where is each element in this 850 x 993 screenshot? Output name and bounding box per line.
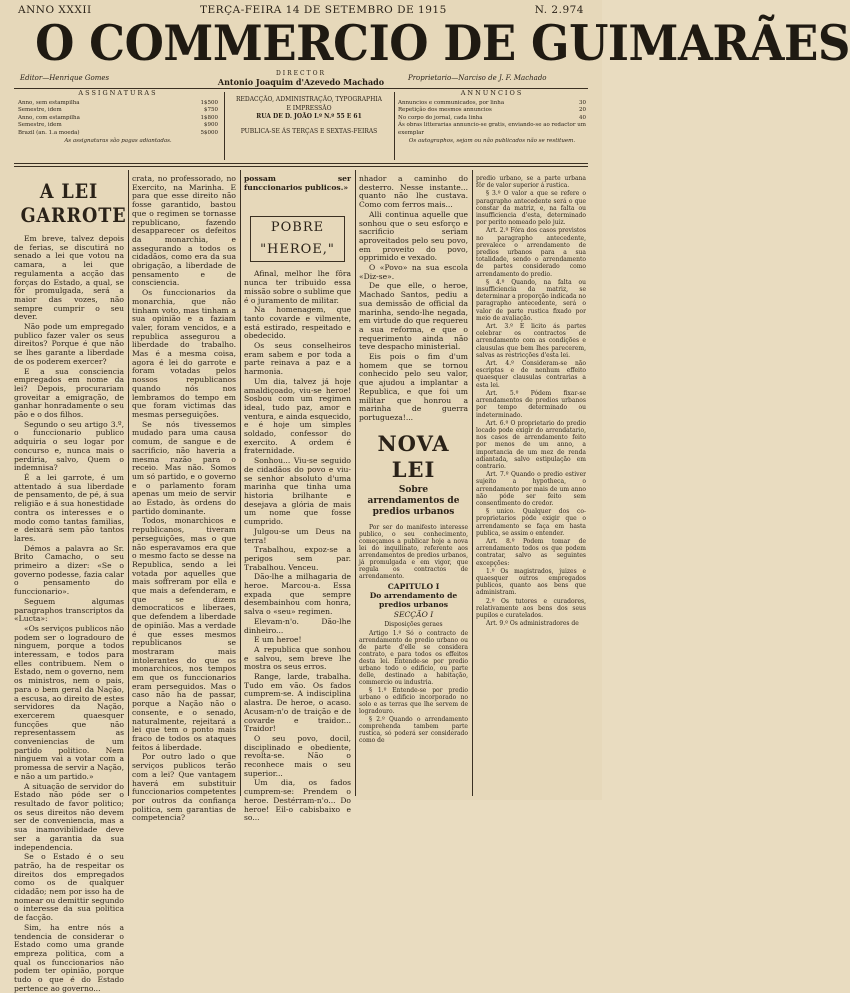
- header-bottom-rule: [14, 163, 588, 164]
- paragraph: «Os serviços publicos não podem ser o logradouro de ninguem, porque a todos interessam, e todos para elles contribuem. Nem o Estado, nem o governo, nem os ministros, nem o pais, para o bem geral da Nação, a escusa, ao direito de estes servidores da Nação, exercerem quaesquer funcções que não representassem as conveniencias de um partido politico. Nem ninguem vai a votar com a promessa de servir a Nação, e não a um partido.»: [14, 623, 124, 781]
- header-divider: [224, 92, 225, 160]
- article-headline: POBRE "HEROE,": [250, 216, 345, 262]
- subscription-row: Semestre, idem $900: [18, 122, 218, 129]
- paragraph: crata, no professorado, no Exercito, na Marinha. E para que esse direito não fosse garantido, bastou que o regimen se tornasse republicano, fazendo desapparecer os defeitos da monarchia, e assegurando a todos os cidadãos, como era da sua obrigação, a liberdade de pensamento e de consciencia.: [132, 174, 236, 288]
- ads-box: [398, 90, 586, 145]
- director-name: Antonio Joaquim d'Azevedo Machado: [217, 77, 385, 87]
- subscriptions-box: [18, 90, 218, 145]
- paragraph: Sim, ha entre nós a tendencia de considerar o Estado como uma grande empreza politica, com a qual os funccionarios não podem ter opinião, porque tudo o que é do Estado pertence ao governo...: [14, 922, 124, 993]
- director-label: DIRECTOR: [275, 70, 327, 77]
- article-headline: NOVA LEI: [377, 430, 450, 482]
- paragraph: Todos, monarchicos e republicanos, tiveram perseguições, mas o que não esperavamos era que o mesmo facto se desse na Republica, sendo a lei votada por aquelles que mais soffreram por ella e que mais a defenderam, e que se dizem democraticos e liberaes, que defendem a liberdade de opinião. Mas a verdade é que esses mesmos republicanos se mostraram mais intolerantes do que os monarchicos, nos tempos em que os funccionarios eram perseguidos. Mas o caso não ha de passar, porque a Nação não o consente, e o senado, naturalmente, rejeitará a lei que tem o ponto mais fraco de todos os ataques feitos á liberdade.: [132, 516, 236, 752]
- office-address: RUA DE D. JOÃO I.º N.º 55 E 61: [256, 113, 362, 120]
- section-title: Disposições geraes: [384, 620, 443, 628]
- paragraph: Dão-lhe a milhagaria de heroe. Marcou-a. Essa expada que sempre desembainhou com honra, salva o «seu» regimen.: [244, 572, 351, 617]
- subscription-row: Anno, com estampilha 1$800: [18, 114, 218, 121]
- header-divider: [394, 92, 395, 160]
- issue-number: N. 2.974: [534, 4, 584, 16]
- paragraph: O «Povo» na sua escola «Diz-se».: [359, 263, 468, 281]
- paragraph: Démos a palavra ao Sr. Brito Camacho, o seu primeiro a dizer: «Se o governo podesse, fazia calar o pensamento do funccionario».: [14, 543, 124, 597]
- paragraph: Segundo o seu artigo 3.º, o funccionario publico adquiria o seu logar por concurso e, nunca mais o perdiria, salvo, Quem o indemnisa?: [14, 419, 124, 473]
- paragraph: Não pode um empregado publico fazer valer os seus direitos? Porque é que não se lhes garante a liberdade de os poderem exercer?: [14, 322, 124, 366]
- paragraph: É a lei garrote, é um attentado á sua liberdade de pensamento, de pé, á sua religião e á sua honestidade contra os interesses e o modo como tantas familias, e deixará sem pão tantos lares.: [14, 472, 124, 543]
- paragraph: Por outro lado o que serviços publicos terão com a lei? Que vantagem haverá em substituir funccionarios competentes por outros da confiança politica, sem garantias de competencia?: [132, 752, 236, 823]
- law-article: Art. 9.º Os administradores de: [486, 620, 579, 628]
- subscriptions-title: ASSIGNATURAS: [78, 89, 158, 97]
- paragraph: Em breve, talvez depois de ferias, se discutirá no senado a lei que votou na camara, a lei que regulamenta a acção das forças do Estado, a qual, se fôr promulgada, será a maior das vozes, não sempre cumprir o seu dever.: [14, 234, 124, 322]
- paragraph: A republica que sonhou e salvou, sem breve lhe mostra os seus erros.: [244, 644, 351, 672]
- section-heading: SECÇÃO I: [393, 609, 434, 619]
- paragraph: Afinal, melhor lhe fôra nunca ter tribuido essa missão sobre o sublime que é o juramento de militar.: [244, 269, 351, 305]
- column-rule: [240, 170, 241, 796]
- ad-row: Ás obras litterarias annuncio-se gratis, enviando-se ao redactor um exemplar: [398, 122, 586, 136]
- subscriptions-note: As assignaturas são pagas adiantadas.: [64, 137, 172, 144]
- law-article: Art. 5.º Pódem fixar-se arrendamentos de predios urbanos por tempo determinado ou indeterminado.: [476, 389, 586, 419]
- paragraph: Alli continua aquelle que sonhou que o seu esforço e sacrificio seriam aproveitados pelo seu povo, em proveito do povo, opprimido e vexado.: [359, 209, 468, 263]
- paragraph: possam ser funccionarios publicos.»: [244, 174, 351, 192]
- paragraph: Se nós tivessemos mudado para uma causa comum, de sangue e de sacrificio, não haveria a mesma razão para o receio. Mas não. Somos um só partido, e o governo e o parlamento foram apenas um meio de servir ao Estado, às ordens do partido dominante.: [132, 419, 236, 516]
- paragraph: Elevam-n'o. Dão-lhe dinheiro...: [244, 616, 351, 635]
- law-article: Art. 4.º Consideram-se não escriptas e de nenhum effeito quaesquer clausulas contrarias a esta lei.: [476, 360, 586, 389]
- paragraph: E um heroe!: [254, 635, 302, 645]
- chapter-title: Do arrendamento de predios urbanos: [369, 591, 458, 610]
- paragraph: E a sua consciencia empregados em nome da lei? Depois, procurariam groveitar a emigração, de ganhar honradamente o seu pão e o dos filhos.: [14, 366, 124, 420]
- paragraph: De que elle, o heroe, Machado Santos, pediu a sua demissão de official da marinha, sendo-lhe negada, em virtude do que requereu a sua reforma, e que o requerimento ainda não teve despacho ministerial.: [359, 281, 468, 352]
- ads-title: ANNUNCIOS: [460, 89, 524, 97]
- paragraph: A situação de servidor do Estado não póde ser o resultado de favor politico; os seus direitos não devem ser de conveniencia, mas a sua inamovibilidade deve ser a garantia da sua independencia.: [14, 781, 124, 852]
- subscription-row: Brazil (an. 1.a moeda) 5$000: [18, 129, 218, 136]
- law-article: § 2.º Quando o arrendamento comprehenda tambem parte rustica, só poderá ser considerado como de: [359, 716, 468, 745]
- paragraph: Os seus conselheiros eram sabem e por toda a parte reinava a paz e a harmonia.: [244, 341, 351, 377]
- law-article: Art. 7.º Quando o predio estiver sujeito a hypotheca, o arrendamento por mais de um anno não póde ser feito sem consentimento do credor.: [476, 471, 586, 507]
- law-article: § 1.º Entende-se por predio urbano o edificio incorporado no solo e as terras que lhe servem de logradouro.: [359, 687, 468, 716]
- paragraph: nhador a caminho do desterro. Nesse instante... quanto não lhe custava. Como com ferros mais...: [359, 174, 468, 210]
- law-article: Art. 2.º Fóra dos casos previstos no paragrapho antecedente, prevalece o arrendamento de predios urbanos para a sua totalidade, sendo o arrendamento de partes considerado como arrendamento do predio.: [476, 227, 586, 278]
- office-box: [228, 96, 390, 136]
- paragraph: Trabalhou, expoz-se a perigos sem par. Trabalhou. Venceu.: [244, 545, 351, 572]
- column-rule: [128, 170, 129, 796]
- date-label: TERÇA-FEIRA 14 DE SETEMBRO DE 1915: [200, 4, 447, 16]
- law-article: Art. 8.º Podem tomar de arrendamento todos os que podem contratar, salvo as seguintes excepções:: [476, 537, 586, 567]
- paragraph: Eis pois o fim d'um homem que se tornou conhecido pelo seu valor, que ajudou a implantar a Republica, e que foi um militar que honrou a marinha de guerra portugueza!...: [359, 352, 468, 422]
- subscription-row: Anno, sem estampilha 1$500: [18, 99, 218, 106]
- office-line: REDACÇÃO, ADMINISTRAÇÃO, TYPOGRAPHIA: [235, 96, 383, 103]
- paragraph: Se o Estado é o seu patrão, ha de respeitar os direitos dos empregados como os de qualquer cidadão; nem por isso ha de nomear ou demittir segundo o interesse da sua politica de facção.: [14, 852, 124, 923]
- column-5: [476, 175, 586, 795]
- publication-days: PUBLICA-SE ÁS TERÇAS E SEXTAS-FEIRAS: [240, 127, 378, 135]
- paragraph: O seu povo, docil, disciplinado e obediente, revolta-se. Não o reconhece mais o seu superior...: [244, 733, 351, 778]
- office-line: E IMPRESSÃO: [286, 104, 332, 112]
- paragraph: Range, larde, trabalha. Tudo em vão. Os fados cumprem-se. A indisciplina alastra. De heroe, o acaso. Acusam-n'o de traição e de covarde e traidor... Traidor!: [244, 672, 351, 734]
- column-2: [132, 174, 236, 823]
- law-article: Artigo 1.º Só o contracto de arrendamento de predio urbano ou de parte d'elle se considera contrato, e para todos os effeitos desta lei. Entende-se por predio urbano todo o edificio, ou parte delle, destinado a habitação, commercio ou industria.: [359, 630, 468, 687]
- ad-row: No corpo do jornal, cada linha 40: [398, 114, 586, 121]
- column-4: [359, 175, 468, 795]
- column-rule: [355, 170, 356, 796]
- law-article: § 3.º O valor a que se refere o paragrapho antecedente será o que constar da matriz, e, na falta ou insufficiencia d'esta, determinado por perito nomeado pelo juiz.: [476, 190, 586, 227]
- newspaper-title: O COMMERCIO DE GUIMARÃES: [35, 14, 850, 72]
- law-article: Art. 6.º O proprietario do predio locado pode exigir do arrendatario, nos casos de arrendamento feito por menos de um anno, a importancia de um mez de renda adiantada, salvo estipulação em contrario.: [476, 419, 586, 470]
- paragraph: Por ser do manifesto interesse publico, o seu conhecimento, começamos a publicar hoje a nova lei do inquilinato, referente aos arrendamentos de predios urbanos, já promulgada e em vigor, que regula os contractos de arrendamento.: [359, 523, 468, 580]
- year-label: ANNO XXXII: [18, 4, 92, 16]
- column-1: [14, 175, 127, 993]
- law-article: 1.º Os magistrados, juizes e quaesquer outros empregados publicos, quanto aos bens que administram.: [476, 567, 586, 597]
- law-article: 2.º Os tutores e curadores, relativamente aos bens dos seus pupilos e curatelados.: [476, 597, 586, 619]
- law-article: § 4.º Quando, na falta ou insufficiencia da matriz, se determinar a proporção indicada no paragrapho antecedente, será o valor de parte rustica fixado por meio de avaliação.: [476, 278, 586, 322]
- law-article: § unico. Qualquer dos co-proprietarios póde exigir que o arrendamento se faça em hasta publica, se assim o entender.: [476, 508, 586, 537]
- paragraph: Julgou-se um Deus na terra!: [244, 526, 351, 545]
- column-3: [244, 174, 351, 823]
- proprietor-credit: Proprietario—Narciso de J. F. Machado: [408, 74, 547, 82]
- subscription-row: Semestre, idem $750: [18, 107, 218, 114]
- ad-row: Annuncios e communicados, por linha 30: [398, 99, 586, 106]
- chapter-heading: CAPITULO I: [387, 581, 440, 591]
- ads-note: Os autographos, sejam ou não publicados não se restituem.: [408, 137, 576, 144]
- paragraph: Um dia, talvez já hoje amaldiçoado, viu-se heroe! Sosbou com um regimen ideal, tudo paz, amor e ventura, e ainda esquecido, e é hoje um simples soldado, confessor do exercito. A ordem é fraternidade.: [244, 376, 351, 456]
- editor-credit: Editor—Henrique Gomes: [20, 74, 110, 82]
- article-headline: A LEI GARROTE: [20, 179, 127, 227]
- ad-row: Repetição dos mesmos annuncios 20: [398, 107, 586, 114]
- paragraph: Os funccionarios da monarchia, que não tinham voto, mas tinham a sua opinião e a faziam valer, foram vencidos, e a republica assegurou a liberdade do trabalho. Mas é a mesma coisa, agora é lei do garrote e foram votadas pelos nossos republicanos quando nós nos lembramos do tempo em que foram victimas das mesmas perseguições.: [132, 288, 236, 419]
- paragraph: Um dia, os fados cumprem-se: Prendem o heroe. Destérram-n'o... Do heroe! Eil-o cabisbaixo e so...: [244, 778, 351, 823]
- law-article: predio urbano, se a parte urbana fôr de valor superior á rustica.: [476, 175, 586, 190]
- law-article: Art. 3.º E licito ás partes celebrar os contractos de arrendamento com as condições e clausulas que bem lhes parecerem, salvas as restricções d'esta lei.: [476, 323, 586, 359]
- paragraph: Na homenagem, que tanto covarde e vilmente, está estirado, respeitado e obedecido.: [244, 305, 351, 341]
- header-bottom-rule: [14, 166, 588, 167]
- paragraph: Sonhou... Viu-se seguido de cidadãos do povo e viu-se senhor absoluto d'uma marinha que tinha uma historia brilhante e desejava a glória de mais um nome que fosse cumprido.: [244, 456, 351, 527]
- article-subheadline: Sobre arrendamentos de predios urbanos: [367, 484, 460, 517]
- paragraph: Seguem algumas paragraphos transcriptos da «Lucta»:: [14, 596, 124, 624]
- column-rule: [472, 170, 473, 796]
